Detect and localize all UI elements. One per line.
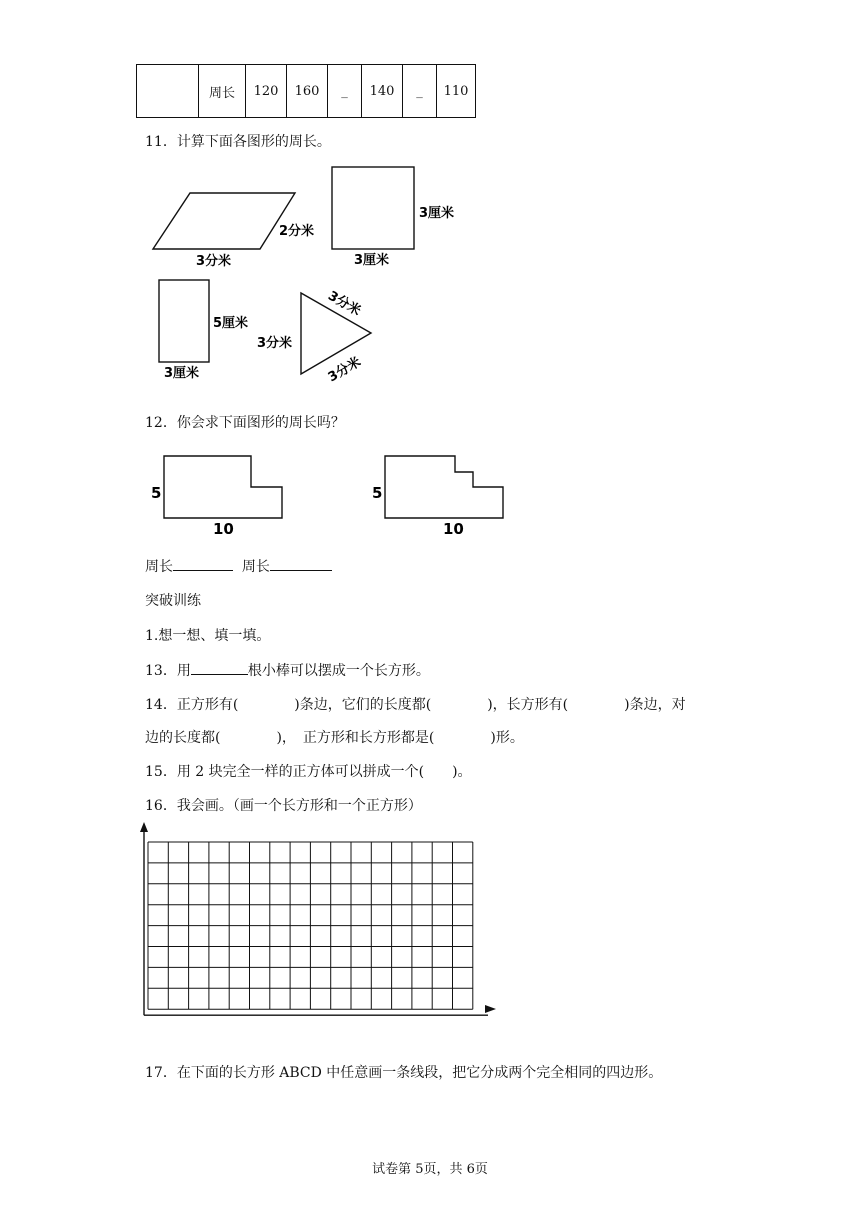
stepped-figure-2	[385, 456, 503, 518]
table-cell: 120	[246, 65, 287, 118]
rectangle-base-label: 3厘米	[164, 366, 200, 381]
triangle-left-label: 3分米	[257, 336, 293, 351]
square-base-label: 3厘米	[354, 253, 390, 268]
fig1-height-label: 5	[151, 484, 162, 502]
triangle-lower-label: 3分米	[325, 354, 364, 386]
parallelogram-side-label: 2分米	[279, 224, 315, 239]
answer-label-2: 周长	[241, 559, 270, 575]
q13-after: 根小棒可以摆成一个长方形。	[247, 663, 430, 679]
question-12: 12．你会求下面图形的周长吗？	[145, 415, 345, 431]
table-cell	[137, 65, 199, 118]
table-cell: 110	[437, 65, 476, 118]
q11-figures	[0, 150, 520, 390]
page-footer: 试卷第 5页，共 6页	[372, 1162, 488, 1177]
question-13	[145, 660, 430, 680]
answer-blank-2[interactable]	[270, 570, 332, 571]
question-14-line-2: 边的长度都( )， 正方形和长方形都是( )形。	[145, 730, 524, 746]
answer-label-1: 周长	[145, 559, 173, 575]
y-axis-arrow	[140, 822, 148, 832]
l-shape-figure-1	[164, 456, 282, 518]
q13-before: 13．用	[145, 663, 191, 679]
question-17: 17．在下面的长方形 ABCD 中任意画一条线段，把它分成两个完全相同的四边形。	[145, 1065, 663, 1081]
question-15: 15．用 2 块完全一样的正方体可以拼成一个( )。	[145, 764, 472, 780]
fig2-height-label: 5	[372, 484, 383, 502]
fig2-width-label: 10	[443, 520, 464, 538]
q12-answers	[145, 556, 332, 576]
section-title: 突破训练	[145, 593, 201, 609]
rectangle-shape	[159, 280, 209, 362]
table-cell: 140	[362, 65, 403, 118]
fig1-width-label: 10	[213, 520, 234, 538]
table-cell: 160	[287, 65, 328, 118]
question-11: 11．计算下面各图形的周长。	[145, 134, 331, 150]
answer-blank-1[interactable]	[173, 570, 233, 571]
sub-title: 1.想一想、填一填。	[145, 628, 271, 644]
table-cell: _	[403, 65, 437, 118]
square-side-label: 3厘米	[419, 206, 455, 221]
drawing-grid[interactable]	[138, 818, 502, 1018]
grid-lines	[144, 826, 488, 1015]
question-14-line-1: 14．正方形有( )条边，它们的长度都( )，长方形有( )条边，对	[145, 697, 686, 713]
parallelogram-base-label: 3分米	[196, 254, 232, 269]
q12-figures	[0, 440, 560, 550]
q13-blank[interactable]	[191, 674, 248, 675]
parallelogram-shape	[153, 193, 295, 249]
question-16: 16．我会画。（画一个长方形和一个正方形）	[145, 798, 422, 814]
rectangle-side-label: 5厘米	[213, 316, 249, 331]
table-cell: 周长	[199, 65, 246, 118]
table-cell: _	[328, 65, 362, 118]
square-shape	[332, 167, 414, 249]
triangle-upper-label: 3分米	[325, 288, 364, 320]
perimeter-table	[136, 64, 476, 118]
table-row	[137, 65, 476, 118]
x-axis-arrow	[485, 1005, 496, 1013]
